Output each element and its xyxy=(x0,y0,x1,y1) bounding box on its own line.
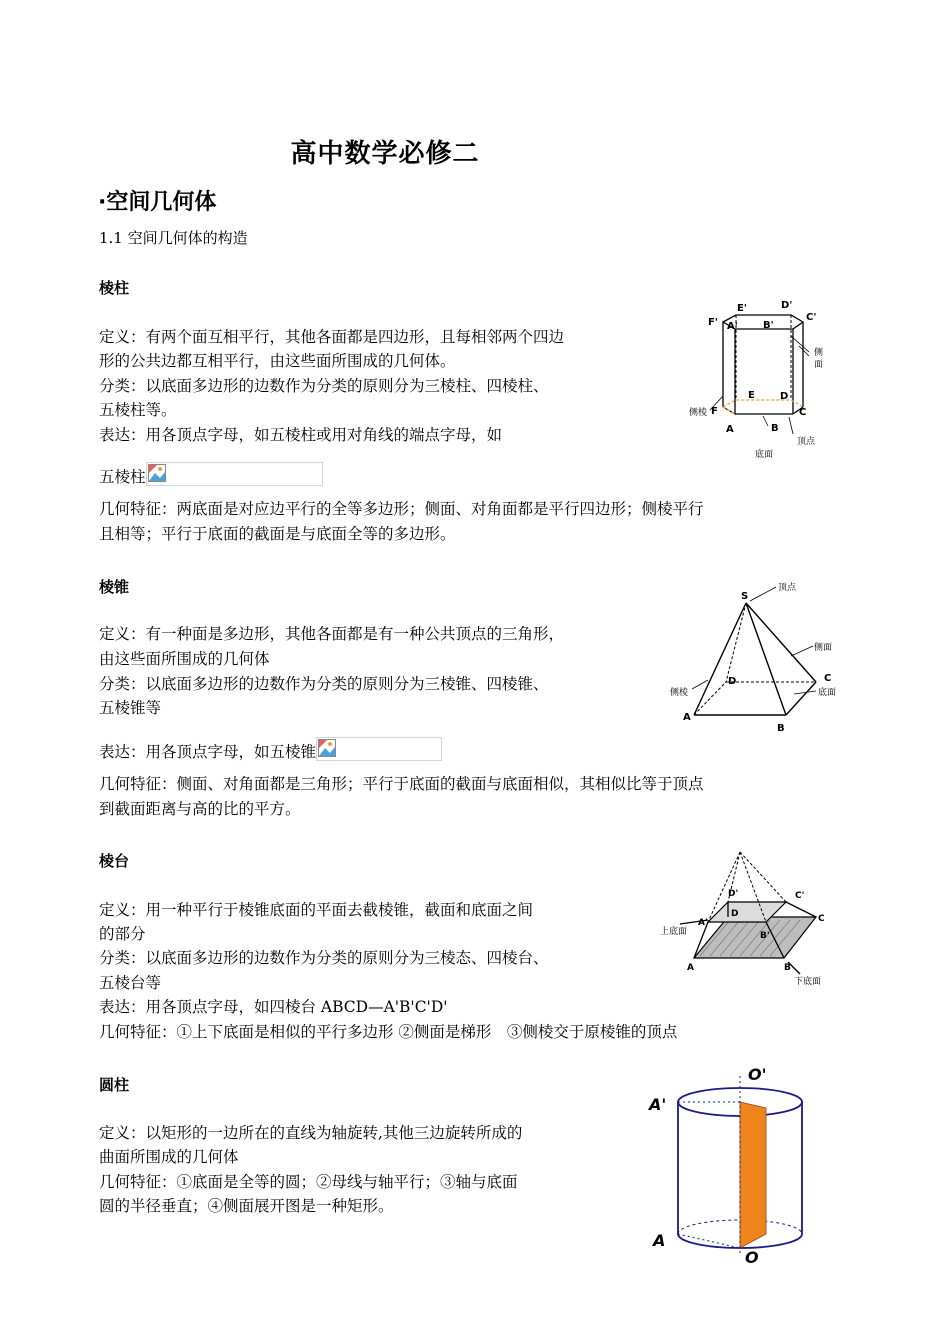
pyramid-features-line-2: 到截面距离与高的比的平方。 xyxy=(99,800,301,818)
pyramid-notation-line xyxy=(99,737,442,765)
cylinder-cross-section xyxy=(740,1102,766,1248)
pyramid-label-a: A xyxy=(683,712,691,723)
prism-side-face-label-a: 侧 xyxy=(814,348,824,358)
frustum-features-line: 几何特征：①上下底面是相似的平行多边形 ②侧面是梯形 ③侧棱交于原棱锥的顶点 xyxy=(99,1023,678,1041)
pyramid-definition-line-1: 定义：有一种面是多边形，其他各面都是有一种公共顶点的三角形， xyxy=(99,625,565,643)
broken-image-icon xyxy=(146,462,323,486)
frustum-label-a-prime: A' xyxy=(698,918,708,928)
prism-label-c-prime: C' xyxy=(806,312,817,323)
pyramid-diagram xyxy=(666,574,850,738)
frustum-upper-base-label: 上底面 xyxy=(660,927,688,937)
frustum-classification-line-2: 五棱台等 xyxy=(99,974,162,992)
cylinder-heading: 圆柱 xyxy=(99,1076,130,1094)
prism-notation-example-text: 五棱柱 xyxy=(99,468,146,486)
pyramid-base-label: 底面 xyxy=(818,688,837,698)
frustum-lower-base-label: 下底面 xyxy=(794,977,822,987)
frustum-classification-line-1: 分类：以底面多边形的边数作为分类的原则分为三棱态、四棱台、 xyxy=(99,949,549,967)
prism-features-line-1: 几何特征：两底面是对应边平行的全等多边形；侧面、对角面都是平行四边形；侧棱平行 xyxy=(99,500,704,518)
prism-label-e-prime: E' xyxy=(737,303,747,314)
subsection-heading: 1.1 空间几何体的构造 xyxy=(99,229,248,247)
frustum-label-a: A xyxy=(687,963,694,973)
prism-diagram xyxy=(683,296,833,462)
pyramid-label-c: C xyxy=(824,673,832,684)
frustum-diagram xyxy=(660,846,830,990)
pyramid-definition-line-2: 由这些面所围成的几何体 xyxy=(99,650,270,668)
section-heading: ·空间几何体 xyxy=(98,190,217,215)
prism-label-b-prime: B' xyxy=(763,320,774,331)
cylinder-features-line-2: 圆的半径垂直；④侧面展开图是一种矩形。 xyxy=(99,1197,394,1215)
prism-label-f: F xyxy=(711,406,718,417)
frustum-label-b: B xyxy=(784,963,791,973)
prism-label-f-prime: F' xyxy=(708,317,718,328)
frustum-label-c-prime: C' xyxy=(795,891,805,901)
pyramid-features-line-1: 几何特征：侧面、对角面都是三角形；平行于底面的截面与底面相似，其相似比等于顶点 xyxy=(99,775,704,793)
frustum-heading: 棱台 xyxy=(99,852,130,870)
prism-label-d: D xyxy=(780,391,789,402)
prism-notation-example xyxy=(99,462,323,490)
prism-definition-line-1: 定义：有两个面互相平行，其他各面都是四边形，且每相邻两个四边 xyxy=(99,328,565,346)
cylinder-diagram xyxy=(648,1062,818,1268)
pyramid-heading: 棱锥 xyxy=(99,578,130,596)
frustum-definition-line-2: 的部分 xyxy=(99,925,146,943)
cylinder-label-a: A xyxy=(653,1231,666,1250)
prism-label-e: E xyxy=(748,390,755,401)
pyramid-vertex-label: 顶点 xyxy=(778,583,797,593)
pyramid-label-s: S xyxy=(741,591,749,602)
prism-label-c: C xyxy=(799,407,807,418)
pyramid-side-face-label: 侧面 xyxy=(814,643,833,653)
broken-image-icon xyxy=(316,737,442,761)
prism-label-a: A xyxy=(726,424,734,435)
cylinder-label-o-prime: O' xyxy=(748,1065,767,1084)
page-title: 高中数学必修二 xyxy=(290,139,480,169)
frustum-notation-line: 表达：用各顶点字母，如四棱台 ABCD—A'B'C'D' xyxy=(99,998,448,1016)
prism-label-b: B xyxy=(771,423,779,434)
pyramid-notation-text: 表达：用各顶点字母，如五棱锥 xyxy=(99,743,317,761)
cylinder-features-line-1: 几何特征：①底面是全等的圆；②母线与轴平行；③轴与底面 xyxy=(99,1173,518,1191)
frustum-label-c: C xyxy=(818,914,825,924)
cylinder-label-a-prime: A' xyxy=(649,1095,667,1114)
prism-lateral-edge-label: 侧棱 xyxy=(689,408,708,418)
pyramid-label-d: D xyxy=(728,676,737,687)
frustum-label-d-prime: D' xyxy=(728,889,739,899)
pyramid-label-b: B xyxy=(777,723,785,734)
frustum-definition-line-1: 定义：用一种平行于棱锥底面的平面去截棱锥，截面和底面之间 xyxy=(99,901,534,919)
prism-label-d-prime: D' xyxy=(781,300,793,311)
cylinder-definition-line-1: 定义：以矩形的一边所在的直线为轴旋转,其他三边旋转所成的 xyxy=(99,1124,523,1142)
prism-heading: 棱柱 xyxy=(99,279,130,297)
frustum-label-b-prime: B' xyxy=(760,931,770,941)
prism-vertex-label: 顶点 xyxy=(797,437,816,447)
pyramid-classification-line-2: 五棱锥等 xyxy=(99,699,162,717)
prism-side-face-label-b: 面 xyxy=(814,360,824,370)
frustum-label-d: D xyxy=(731,909,739,919)
prism-classification-line-1: 分类：以底面多边形的边数作为分类的原则分为三棱柱、四棱柱、 xyxy=(99,377,549,395)
prism-classification-line-2: 五棱柱等。 xyxy=(99,401,177,419)
prism-definition-line-2: 形的公共边都互相平行，由这些面所围成的几何体。 xyxy=(99,352,456,370)
prism-features-line-2: 且相等；平行于底面的截面是与底面全等的多边形。 xyxy=(99,525,456,543)
pyramid-classification-line-1: 分类：以底面多边形的边数作为分类的原则分为三棱锥、四棱锥、 xyxy=(99,675,549,693)
cylinder-definition-line-2: 曲面所围成的几何体 xyxy=(99,1148,239,1166)
pyramid-lateral-edge-label: 侧棱 xyxy=(670,688,689,698)
prism-base-label: 底面 xyxy=(755,450,774,460)
prism-label-a-prime: A' xyxy=(727,321,738,332)
cylinder-label-o: O xyxy=(745,1248,759,1267)
prism-notation-line: 表达：用各顶点字母，如五棱柱或用对角线的端点字母，如 xyxy=(99,426,503,444)
